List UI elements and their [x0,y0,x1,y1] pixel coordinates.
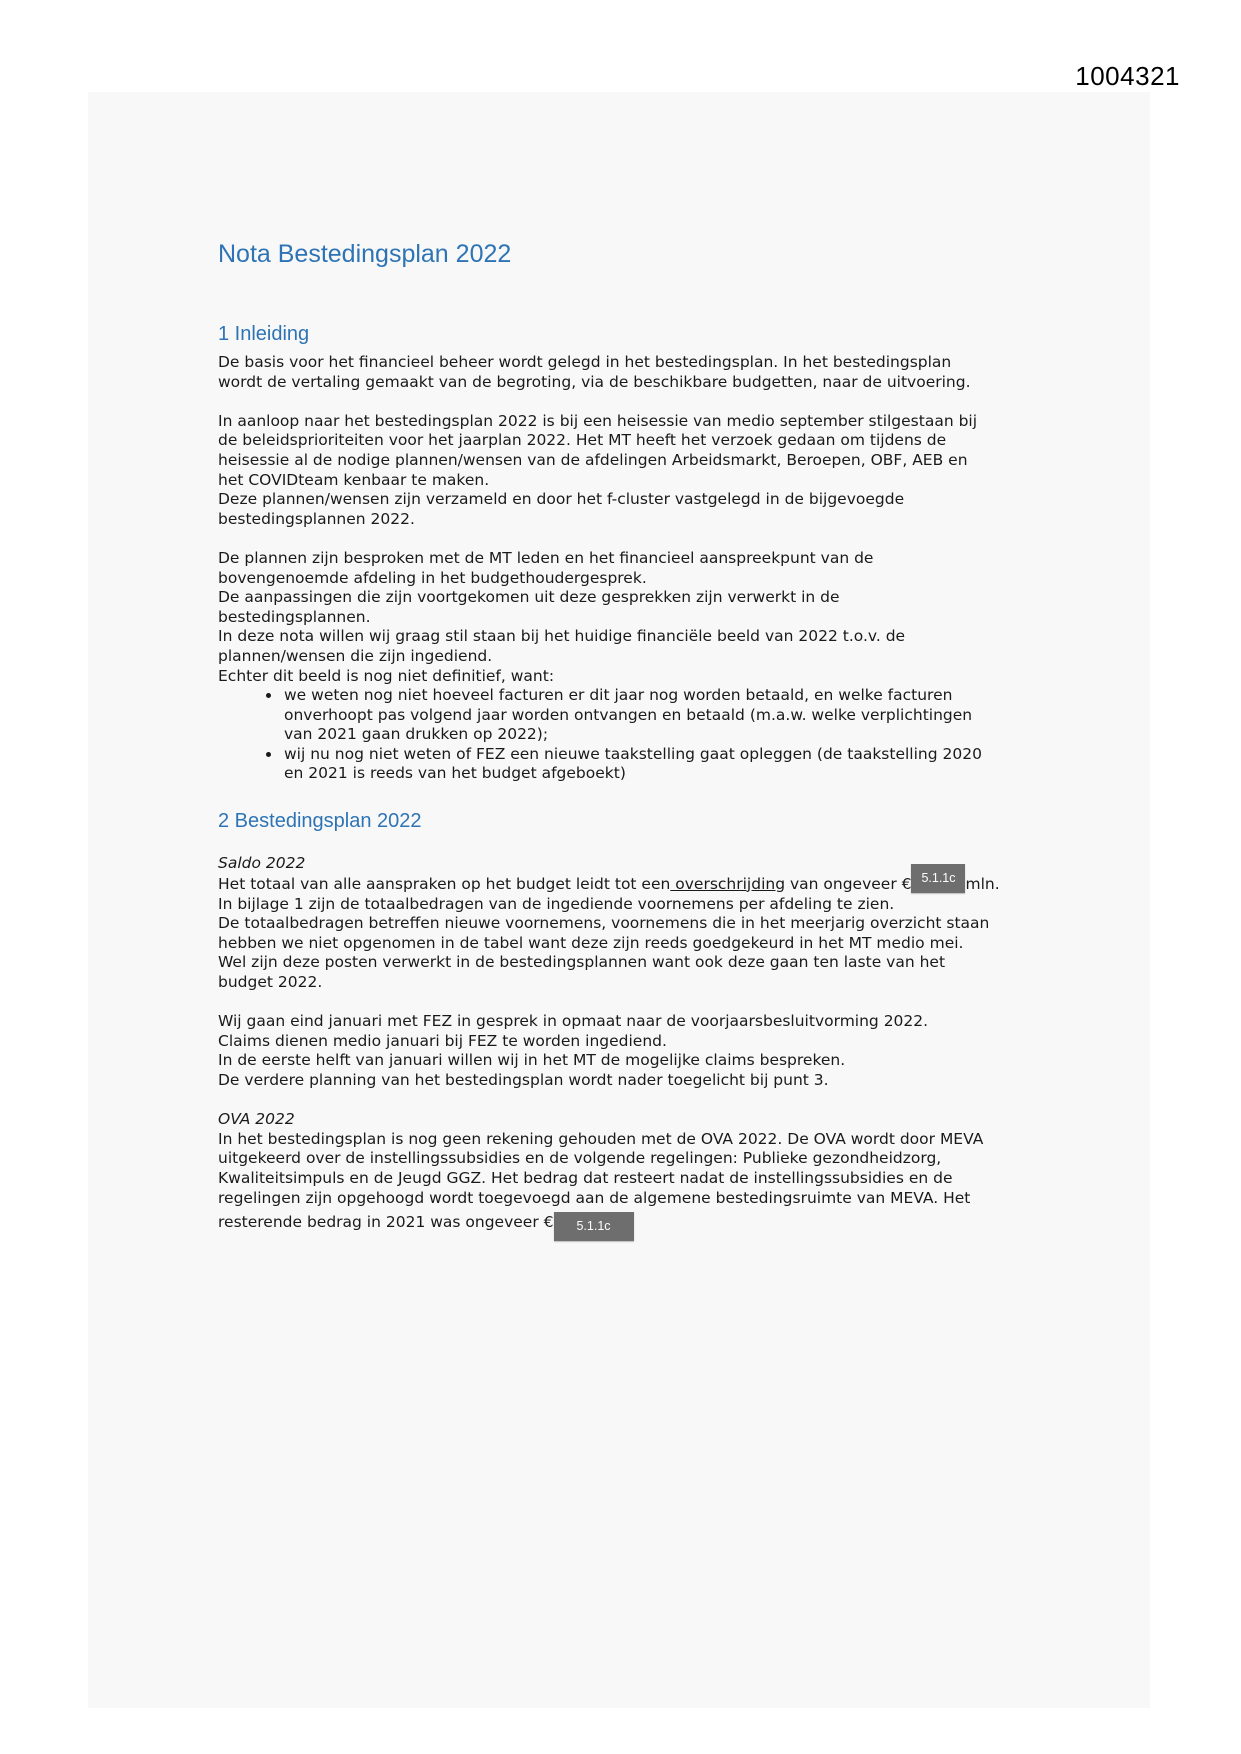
subheading-ova: OVA 2022 [218,1110,295,1129]
paragraph-saldo-first-line [218,870,1028,895]
document-body [218,320,1028,1237]
saldo-text-before: Het totaal van alle aanspraken op het budget leidt tot een [218,874,671,893]
document-number: 1004321 [1075,61,1180,91]
ova-text: In het bestedingsplan is nog geen rekening gehouden met de OVA 2022. De OVA wordt door MEVA uitgekeerd over de instellingssubsidies en de volgende regelingen: Publieke gezondheidzorg, Kwaliteitsimpuls en de Jeugd GGZ. Het bedrag dat resteert nadat de instellingssubsidies en de regelingen zijn opgehoogd wordt toegevoegd aan de algemene bestedingsruimte van MEVA. Het [218,1129,984,1207]
list-item: • wij nu nog niet weten of FEZ een nieuwe taakstelling gaat opleggen (de taakstelling 2020 en 2021 is reeds van het budget afgeboekt) [282,745,1028,784]
saldo-text-middle: van ongeveer € [785,874,912,893]
section-heading-inleiding: 1 Inleiding [218,323,310,345]
paragraph-aanloop: In aanloop naar het bestedingsplan 2022 is bij een heisessie van medio september stilgestaan bij de beleidsprioriteiten voor het jaarplan 2022. Het MT heeft het verzoek gedaan om tijdens de heisessie al de nodige plannen/wensen van de afdelingen Arbeidsmarkt, Beroepen, OBF, AEB en het COVIDteam kenbaar te maken. Deze plannen/wensen zijn verzameld en door het f-cluster vastgelegd in de bijgevoegde bestedingsplannen 2022. [218,411,978,528]
paragraph-plannen: De plannen zijn besproken met de MT leden en het financieel aanspreekpunt van de bovengenoemde afdeling in het budgethoudergesprek. De aanpassingen die zijn voortgekomen uit deze gesprekken zijn verwerkt in de bestedingsplannen. In deze nota willen wij graag stil staan bij het huidige financiële beeld van 2022 t.o.v. de plannen/wensen die zijn ingediend. Echter dit beeld is nog niet definitief, want: [218,548,906,685]
redaction-box: 5.1.1c [554,1212,634,1241]
section-bestedingsplan [218,807,1028,1237]
subheading-saldo: Saldo 2022 [218,854,306,873]
section-heading-bestedingsplan: 2 Bestedingsplan 2022 [218,810,422,833]
paragraph-ova [218,1130,1028,1237]
bullet-list [218,686,1028,784]
paragraph-saldo-rest: In bijlage 1 zijn de totaalbedragen van de ingediende voornemens per afdeling te zien. De totaalbedragen betreffen nieuwe voornemens, voornemens die in het meerjarig overzicht staan hebben we niet opgenomen in de tabel want deze zijn reeds goedgekeurd in het MT medio mei. Wel zijn deze posten verwerkt in de bestedingsplannen want ook deze gaan ten laste van het budget 2022. [218,894,990,992]
saldo-text-after: mln. [965,874,1000,893]
redaction-box: 5.1.1c [911,864,965,893]
document-title: Nota Bestedingsplan 2022 [218,240,512,268]
paragraph-fez: Wij gaan eind januari met FEZ in gesprek in opmaat naar de voorjaarsbesluitvorming 2022. Claims dienen medio januari bij FEZ te worden ingediend. In de eerste helft van januari willen wij in het MT de mogelijke claims bespreken. De verdere planning van het bestedingsplan wordt nader toegelicht bij punt 3. [218,1012,929,1089]
section-inleiding [218,320,1028,784]
ova-last-line: resterende bedrag in 2021 was ongeveer € [218,1213,554,1232]
underlined-overschrijding: overschrijding [670,874,786,893]
list-item: • we weten nog niet hoeveel facturen er dit jaar nog worden betaald, en welke facturen onverhoopt pas volgend jaar worden ontvangen en betaald (m.a.w. welke verplichtingen van 2021 gaan drukken op 2022); [282,686,1028,745]
paragraph-intro: De basis voor het financieel beheer wordt gelegd in het bestedingsplan. In het bestedingsplan wordt de vertaling gemaakt van de begroting, via de beschikbare budgetten, naar de uitvoering. [218,353,971,391]
